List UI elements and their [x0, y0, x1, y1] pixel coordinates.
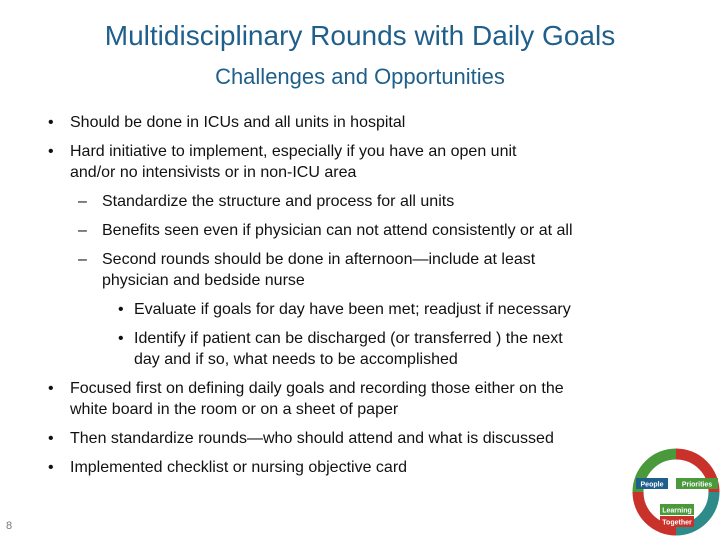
bullet-marker: •: [48, 114, 54, 131]
bullet-text-line: Second rounds should be done in afternoon—include at least: [102, 251, 536, 268]
logo-word: Priorities: [681, 481, 713, 489]
bullet-marker: •: [48, 143, 54, 160]
logo-word: Together: [662, 519, 692, 527]
slide-subtitle: Challenges and Opportunities: [215, 64, 505, 89]
bullet-text-line: and/or no intensivists or in non-ICU area: [70, 164, 357, 181]
bullet-item: [78, 249, 700, 291]
slide-number: 8: [6, 520, 13, 532]
bullet-marker: –: [78, 222, 87, 239]
bullet-marker: •: [48, 459, 54, 476]
logo-word: People: [640, 481, 664, 489]
slide-title: Multidisciplinary Rounds with Daily Goals: [104, 20, 616, 51]
bullet-item: [118, 328, 700, 370]
bullet-item: [48, 428, 700, 449]
bullet-text-line: Benefits seen even if physician can not attend consistently or at all: [102, 222, 573, 239]
bullet-item: [48, 378, 700, 420]
bullet-text-line: Identify if patient can be discharged (or transferred ) the next: [134, 330, 563, 347]
bullet-text-line: Implemented checklist or nursing objective card: [70, 459, 408, 476]
bullet-item: [48, 112, 700, 133]
cycle-logo-icon: [632, 448, 720, 540]
bullet-text-line: Should be done in ICUs and all units in hospital: [70, 114, 406, 131]
bullet-marker: •: [118, 330, 124, 347]
bullet-text-line: day and if so, what needs to be accomplished: [134, 351, 458, 368]
bullet-item: [48, 457, 700, 478]
logo-word: Learning: [662, 507, 692, 515]
bullet-item: [78, 220, 700, 241]
bullet-text-line: physician and bedside nurse: [102, 272, 305, 289]
bullet-text-line: Evaluate if goals for day have been met; readjust if necessary: [134, 301, 571, 318]
bullet-item: [78, 191, 700, 212]
bullet-item: [118, 299, 700, 320]
bullet-marker: –: [78, 251, 87, 268]
bullet-marker: –: [78, 193, 87, 210]
bullet-marker: •: [118, 301, 124, 318]
bullet-text-line: white board in the room or on a sheet of paper: [70, 401, 399, 418]
bullet-marker: •: [48, 430, 54, 447]
bullet-text-line: Hard initiative to implement, especially if you have an open unit: [70, 143, 517, 160]
bullet-text-line: Then standardize rounds—who should attend and what is discussed: [70, 430, 554, 447]
bullet-item: [48, 141, 700, 183]
bullet-marker: •: [48, 380, 54, 397]
bullet-text-line: Standardize the structure and process for all units: [102, 193, 455, 210]
bullet-text-line: Focused first on defining daily goals and recording those either on the: [70, 380, 564, 397]
